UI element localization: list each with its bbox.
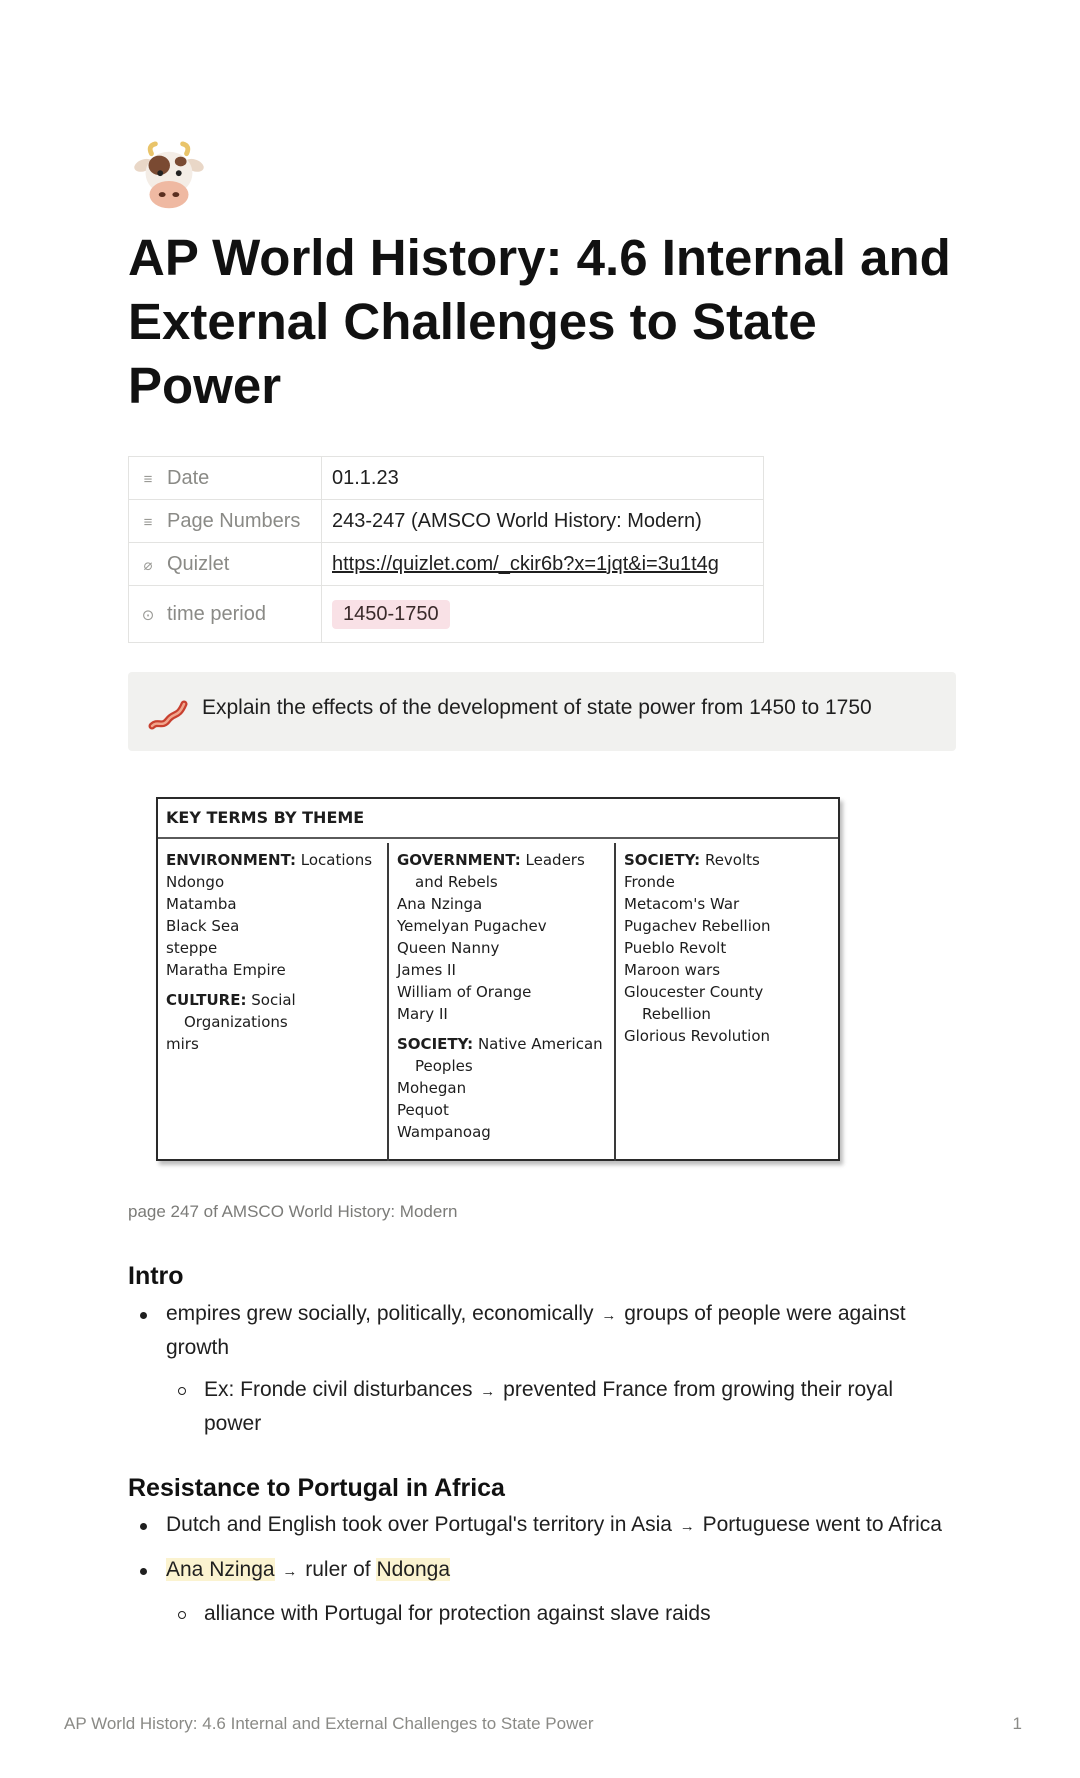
term: Mary II	[397, 1005, 448, 1023]
highlight: Ndonga	[376, 1558, 451, 1581]
paperclip-icon: ⌀	[143, 556, 153, 574]
page-number: 1	[1012, 1714, 1022, 1733]
theme-subject-cont: and Rebels	[415, 873, 498, 891]
theme-subject: Native American	[473, 1035, 603, 1053]
property-value-page-numbers[interactable]: 243-247 (AMSCO World History: Modern)	[322, 500, 764, 543]
bullet	[178, 1387, 186, 1395]
property-row-time-period	[129, 586, 764, 643]
property-row-date	[129, 457, 764, 500]
bacon-icon	[148, 698, 188, 732]
bullet	[140, 1312, 147, 1319]
property-value-date[interactable]: 01.1.23	[322, 457, 764, 500]
bullet	[140, 1568, 147, 1575]
arrow-icon: →	[679, 1518, 695, 1535]
term: James II	[397, 961, 456, 979]
text-lines-icon: ≡	[143, 513, 153, 531]
term: Pueblo Revolt	[624, 939, 727, 957]
select-icon: ⊙	[141, 606, 155, 624]
callout-text: Explain the effects of the development of state power from 1450 to 1750	[202, 696, 872, 719]
term: steppe	[166, 939, 218, 957]
term: Pequot	[397, 1101, 449, 1119]
property-key: time period	[167, 602, 266, 625]
term: Fronde	[624, 873, 675, 891]
properties-table	[128, 456, 764, 643]
theme-subject-cont: Organizations	[184, 1013, 288, 1031]
theme-label: SOCIETY:	[397, 1035, 474, 1053]
term: Wampanoag	[397, 1123, 491, 1141]
key-terms-column-government	[387, 843, 614, 1161]
term: William of Orange	[397, 983, 532, 1001]
footer-title: AP World History: 4.6 Internal and External Challenges to State Power	[64, 1714, 594, 1733]
text-lines-icon: ≡	[143, 470, 153, 488]
theme-label: CULTURE:	[166, 991, 247, 1009]
property-row-page-numbers	[129, 500, 764, 543]
term: Ana Nzinga	[397, 895, 483, 913]
term: Black Sea	[166, 917, 240, 935]
list-item: empires grew socially, politically, economically → groups of people were against growth	[166, 1298, 946, 1364]
list-item: alliance with Portugal for protection against slave raids	[204, 1598, 946, 1630]
heading-resistance: Resistance to Portugal in Africa	[128, 1474, 505, 1502]
arrow-icon: →	[601, 1307, 617, 1324]
heading-intro: Intro	[128, 1262, 184, 1290]
list-item: Ana Nzinga → ruler of Ndonga	[166, 1554, 946, 1588]
page-title: AP World History: 4.6 Internal and External Challenges to State Power	[128, 229, 951, 414]
term: Maratha Empire	[166, 961, 286, 979]
theme-label: GOVERNMENT:	[397, 851, 521, 869]
theme-subject: Locations	[295, 851, 373, 869]
term: Mohegan	[397, 1079, 467, 1097]
property-key: Page Numbers	[167, 509, 301, 532]
theme-label: SOCIETY:	[624, 851, 701, 869]
theme-label: ENVIRONMENT:	[166, 851, 296, 869]
term: Metacom's War	[624, 895, 740, 913]
property-key: Date	[167, 466, 210, 489]
term: Gloucester County	[624, 983, 764, 1001]
term: Maroon wars	[624, 961, 721, 979]
theme-subject: Social	[246, 991, 296, 1009]
term: Yemelyan Pugachev	[397, 917, 547, 935]
key-terms-title: KEY TERMS BY THEME	[158, 799, 838, 839]
key-terms-image	[156, 797, 840, 1161]
image-caption: page 247 of AMSCO World History: Modern	[128, 1202, 458, 1221]
term: Queen Nanny	[397, 939, 500, 957]
term: Pugachev Rebellion	[624, 917, 771, 935]
bullet	[140, 1523, 147, 1530]
term: Glorious Revolution	[624, 1027, 771, 1045]
theme-subject-cont: Peoples	[415, 1057, 473, 1075]
key-terms-column-society	[614, 843, 838, 1161]
term: mirs	[166, 1035, 199, 1053]
property-row-quizlet	[129, 543, 764, 586]
quizlet-link[interactable]: https://quizlet.com/_ckir6b?x=1jqt&i=3u1t4g	[332, 552, 719, 575]
term-cont: Rebellion	[642, 1005, 711, 1023]
callout	[128, 672, 956, 751]
key-terms-column-environment	[158, 843, 387, 1161]
list-item: Dutch and English took over Portugal's territory in Asia → Portuguese went to Africa	[166, 1509, 966, 1543]
property-key: Quizlet	[167, 552, 230, 575]
term: Matamba	[166, 895, 237, 913]
theme-subject: Revolts	[700, 851, 760, 869]
highlight: Ana Nzinga	[166, 1558, 275, 1581]
time-period-tag[interactable]: 1450-1750	[332, 600, 450, 629]
theme-subject: Leaders	[520, 851, 585, 869]
cow-icon	[130, 140, 208, 218]
arrow-icon: →	[480, 1383, 496, 1400]
term: Ndongo	[166, 873, 225, 891]
list-item: Ex: Fronde civil disturbances → prevented France from growing their royal power	[204, 1374, 946, 1440]
arrow-icon: →	[282, 1563, 298, 1580]
bullet	[178, 1611, 186, 1619]
